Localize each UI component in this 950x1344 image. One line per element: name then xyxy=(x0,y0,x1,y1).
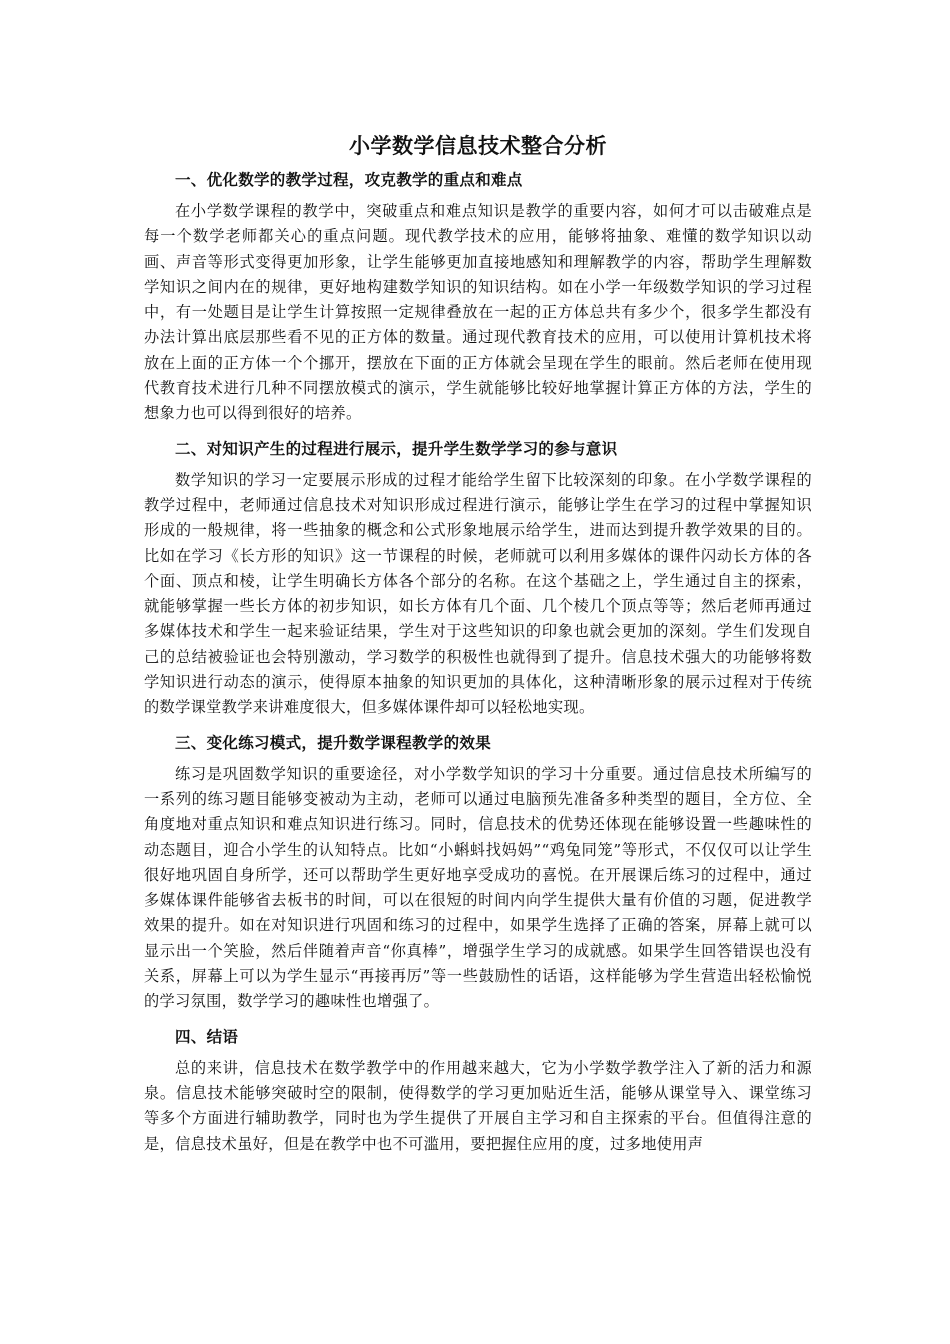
section-paragraph: 总的来讲，信息技术在数学教学中的作用越来越大，它为小学数学教学注入了新的活力和源泉。信息技术能够突破时空的限制，使得数学的学习更加贴近生活，能够从课堂导入、课堂练习等多个方面进行辅助教学，同时也为学生提供了开展自主学习和自主探索的平台。但值得注意的是，信息技术虽好，但是在教学中也不可滥用，要把握住应用的度，过多地使用声 xyxy=(144,1058,812,1153)
section-paragraph: 练习是巩固数学知识的重要途径，对小学数学知识的学习十分重要。通过信息技术所编写的一系列的练习题目能够变被动为主动，老师可以通过电脑预先准备多种类型的题目，全方位、全角度地对重点知识和难点知识进行练习。同时，信息技术的优势还体现在能够设置一些趣味性的动态题目，迎合小学生的认知特点。比如“小蝌蚪找妈妈”“鸡兔同笼”等形式，不仅仅可以让学生很好地巩固自身所学，还可以帮助学生更好地享受成功的喜悦。在开展课后练习的过程中，通过多媒体课件能够省去板书的时间，可以在很短的时间内向学生提供大量有价值的习题，促进教学效果的提升。如在对知识进行巩固和练习的过程中，如果学生选择了正确的答案，屏幕上就可以显示出一个笑脸，然后伴随着声音“你真棒”，增强学生学习的成就感。如果学生回答错误也没有关系，屏幕上可以为学生显示“再接再厉”等一些鼓励性的话语，这样能够为学生营造出轻松愉悦的学习氛围，数学学习的趣味性也增强了。 xyxy=(144,764,812,1011)
section-paragraph: 在小学数学课程的教学中，突破重点和难点知识是教学的重要内容，如何才可以击破难点是每一个数学老师都关心的重点问题。现代教学技术的应用，能够将抽象、难懂的数学知识以动画、声音等形式变得更加形象，让学生能够更加直接地感知和理解教学的内容，帮助学生理解数学知识之间内在的规律，更好地构建数学知识的知识结构。如在小学一年级数学知识的学习过程中，有一处题目是让学生计算按照一定规律叠放在一起的正方体总共有多少个，很多学生都没有办法计算出底层那些看不见的正方体的数量。通过现代教育技术的应用，可以使用计算机技术将放在上面的正方体一个个挪开，摆放在下面的正方体就会呈现在学生的眼前。然后老师在使用现代教育技术进行几种不同摆放模式的演示，学生就能够比较好地掌握计算正方体的方法，学生的想象力也可以得到很好的培养。 xyxy=(144,202,812,423)
section-2 xyxy=(144,436,812,721)
document-page xyxy=(144,130,812,1166)
section-heading: 二、对知识产生的过程进行展示，提升学生数学学习的参与意识 xyxy=(175,438,618,458)
section-paragraph: 数学知识的学习一定要展示形成的过程才能给学生留下比较深刻的印象。在小学数学课程的教学过程中，老师通过信息技术对知识形成过程进行演示，能够让学生在学习的过程中掌握知识形成的一般规律，将一些抽象的概念和公式形象地展示给学生，进而达到提升教学效果的目的。比如在学习《长方形的知识》这一节课程的时候，老师就可以利用多媒体的课件闪动长方体的各个面、顶点和棱，让学生明确长方体各个部分的名称。在这个基础之上，学生通过自主的探索，就能够掌握一些长方体的初步知识，如长方体有几个面、几个棱几个顶点等等；然后老师再通过多媒体技术和学生一起来验证结果，学生对于这些知识的印象也就会更加的深刻。学生们发现自己的总结被验证也会特别激动，学习数学的积极性也就得到了提升。信息技术强大的功能够将数学知识进行动态的演示，使得原本抽象的知识更加的具体化，这种清晰形象的展示过程对于传统的数学课堂教学来讲难度很大，但多媒体课件却可以轻松地实现。 xyxy=(144,470,812,717)
section-4 xyxy=(144,1024,812,1157)
document-title: 小学数学信息技术整合分析 xyxy=(349,133,607,158)
section-heading: 一、优化数学的教学过程，攻克教学的重点和难点 xyxy=(175,170,523,189)
section-3 xyxy=(144,730,812,1015)
section-heading: 四、结语 xyxy=(175,1026,239,1046)
section-heading: 三、变化练习模式，提升数学课程教学的效果 xyxy=(175,732,492,752)
section-1 xyxy=(144,167,812,427)
